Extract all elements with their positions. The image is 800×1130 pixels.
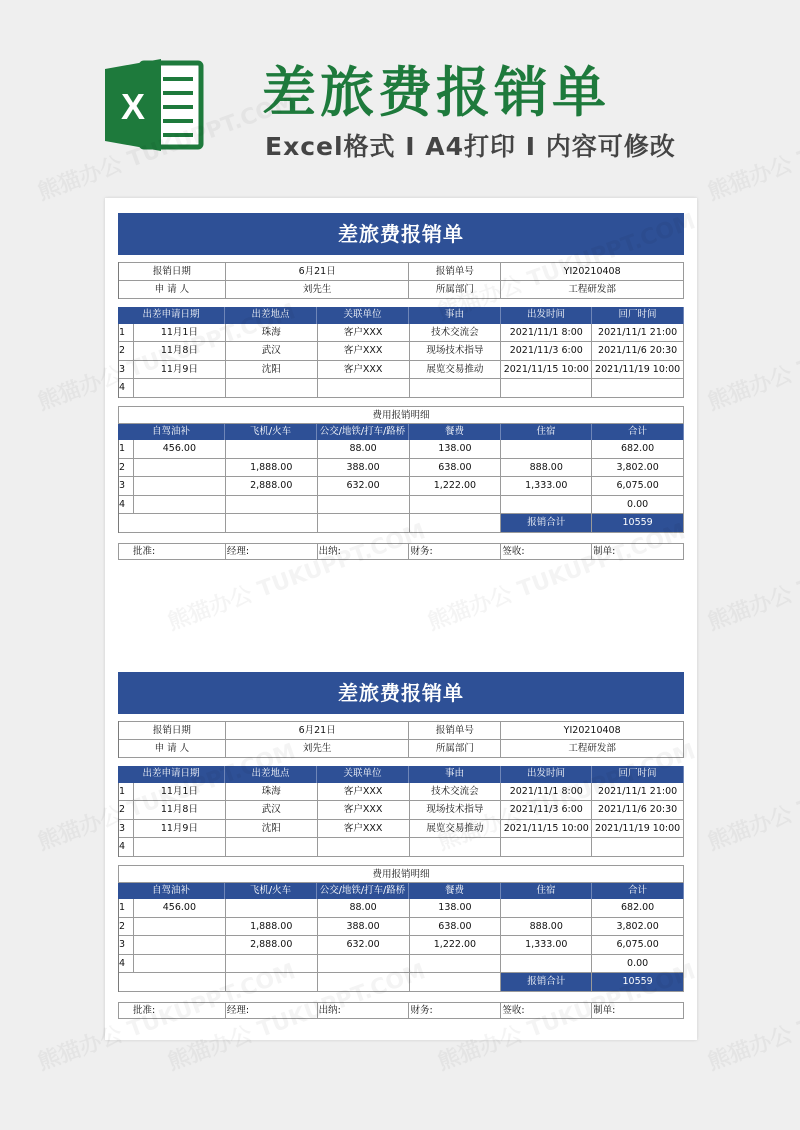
dept-label: 所属部门 — [409, 281, 501, 300]
reimbursement-form-1 — [118, 213, 684, 560]
trip-cell-no: 1 — [119, 783, 134, 802]
expense-cell-total[interactable]: 3,802.00 — [592, 918, 684, 937]
trip-header: 回厂时间 — [592, 766, 684, 783]
trip-row — [118, 361, 684, 380]
applicant-value[interactable]: 刘先生 — [226, 281, 410, 300]
expense-row — [118, 459, 684, 478]
expense-cell-hotel[interactable] — [501, 955, 592, 974]
trip-header: 出发时间 — [501, 307, 592, 324]
expense-header: 自驾油补 — [118, 424, 225, 441]
expense-cell-flight[interactable]: 1,888.00 — [226, 918, 318, 937]
trip-cell-depart[interactable]: 2021/11/15 10:00 — [501, 361, 592, 380]
trip-cell-return[interactable] — [592, 838, 684, 857]
reimbursement-form-2 — [118, 672, 684, 1019]
total-label: 报销合计 — [501, 973, 592, 992]
trip-cell-no: 3 — [119, 361, 134, 380]
total-value: 10559 — [592, 514, 684, 533]
trip-header: 回厂时间 — [592, 307, 684, 324]
trip-cell-unit[interactable]: 客户XXX — [318, 361, 410, 380]
trip-cell-date[interactable]: 11月1日 — [134, 324, 226, 343]
expense-cell-flight[interactable] — [226, 496, 318, 515]
expense-cell-bus[interactable]: 88.00 — [318, 440, 410, 459]
trip-cell-depart[interactable]: 2021/11/1 8:00 — [501, 783, 592, 802]
trip-header: 出差地点 — [225, 766, 317, 783]
expense-header: 餐费 — [409, 424, 501, 441]
trip-cell-reason[interactable]: 技术交流会 — [410, 783, 502, 802]
expense-row — [118, 955, 684, 974]
expense-header: 公交/地铁/打车/路桥 — [317, 424, 409, 441]
expense-cell-bus[interactable] — [318, 496, 410, 515]
trip-cell-unit[interactable]: 客户XXX — [318, 801, 410, 820]
expense-cell-total[interactable]: 0.00 — [592, 496, 684, 515]
info-row-date — [118, 262, 684, 281]
trip-cell-depart[interactable] — [501, 838, 592, 857]
trip-header: 出差申请日期 — [118, 766, 225, 783]
sign-finance[interactable]: 财务: — [409, 543, 501, 560]
trip-cell-date[interactable]: 11月8日 — [134, 801, 226, 820]
expense-cell-flight[interactable]: 1,888.00 — [226, 459, 318, 478]
form-title: 差旅费报销单 — [118, 672, 684, 714]
expense-cell-flight[interactable]: 2,888.00 — [226, 477, 318, 496]
trip-header: 关联单位 — [317, 307, 409, 324]
trip-header: 事由 — [409, 307, 501, 324]
expense-cell-fuel[interactable]: 456.00 — [134, 899, 226, 918]
expense-cell-bus[interactable]: 632.00 — [318, 477, 410, 496]
trip-header: 出差地点 — [225, 307, 317, 324]
expense-header: 住宿 — [501, 424, 592, 441]
page-header — [0, 0, 800, 195]
expense-cell-fuel[interactable] — [134, 955, 226, 974]
sign-approve[interactable]: 批准: — [119, 543, 226, 560]
trip-cell-date[interactable]: 11月8日 — [134, 342, 226, 361]
trip-cell-depart[interactable]: 2021/11/1 8:00 — [501, 324, 592, 343]
trip-cell-no: 1 — [119, 324, 134, 343]
expense-cell-fuel[interactable] — [134, 936, 226, 955]
trip-cell-place[interactable]: 武汉 — [226, 801, 318, 820]
signature-row — [118, 1002, 684, 1019]
applicant-label: 申 请 人 — [119, 740, 226, 759]
trip-cell-place[interactable] — [226, 379, 318, 398]
expense-cell-no: 2 — [119, 459, 134, 478]
info-row-applicant — [118, 740, 684, 759]
expense-cell-bus[interactable]: 388.00 — [318, 918, 410, 937]
trip-cell-return[interactable]: 2021/11/19 10:00 — [592, 361, 684, 380]
expense-cell-total[interactable]: 0.00 — [592, 955, 684, 974]
trip-row — [118, 838, 684, 857]
expense-cell-total[interactable]: 682.00 — [592, 899, 684, 918]
expense-cell-hotel[interactable]: 1,333.00 — [501, 477, 592, 496]
expense-cell-meal[interactable] — [410, 496, 502, 515]
trip-cell-unit[interactable]: 客户XXX — [318, 342, 410, 361]
dept-value[interactable]: 工程研发部 — [501, 740, 684, 759]
no-value[interactable]: YI20210408 — [501, 262, 684, 281]
expense-cell-no: 4 — [119, 955, 134, 974]
expense-header: 住宿 — [501, 883, 592, 900]
expense-cell-no: 3 — [119, 936, 134, 955]
expense-header-row — [118, 883, 684, 900]
trip-cell-unit[interactable]: 客户XXX — [318, 783, 410, 802]
expense-cell-bus[interactable]: 388.00 — [318, 459, 410, 478]
trip-cell-date[interactable]: 11月9日 — [134, 820, 226, 839]
expense-cell-hotel[interactable] — [501, 899, 592, 918]
expense-cell-hotel[interactable]: 888.00 — [501, 459, 592, 478]
form-title: 差旅费报销单 — [118, 213, 684, 255]
trip-cell-unit[interactable]: 客户XXX — [318, 324, 410, 343]
trip-cell-reason[interactable]: 技术交流会 — [410, 324, 502, 343]
expense-section-title — [118, 406, 684, 424]
trip-cell-return[interactable]: 2021/11/19 10:00 — [592, 820, 684, 839]
expense-cell-meal[interactable]: 138.00 — [410, 899, 502, 918]
expense-header: 飞机/火车 — [225, 424, 317, 441]
sign-cashier[interactable]: 出纳: — [318, 1002, 410, 1019]
trip-row — [118, 379, 684, 398]
expense-title: 费用报销明细 — [119, 865, 684, 883]
trip-cell-return[interactable]: 2021/11/6 20:30 — [592, 342, 684, 361]
date-value[interactable]: 6月21日 — [226, 721, 410, 740]
sign-cashier[interactable]: 出纳: — [318, 543, 410, 560]
total-value: 10559 — [592, 973, 684, 992]
expense-header: 餐费 — [409, 883, 501, 900]
trip-cell-date[interactable]: 11月1日 — [134, 783, 226, 802]
expense-header: 自驾油补 — [118, 883, 225, 900]
expense-cell-meal[interactable]: 1,222.00 — [410, 936, 502, 955]
expense-title: 费用报销明细 — [119, 406, 684, 424]
expense-cell-no: 3 — [119, 477, 134, 496]
trip-rows — [118, 324, 684, 398]
trip-cell-no: 2 — [119, 801, 134, 820]
expense-cell-hotel[interactable] — [501, 440, 592, 459]
trip-cell-unit[interactable] — [318, 379, 410, 398]
total-label: 报销合计 — [501, 514, 592, 533]
expense-cell-no: 1 — [119, 440, 134, 459]
page-subtitle: Excel格式 I A4打印 I 内容可修改 — [265, 132, 676, 161]
expense-cell-fuel[interactable] — [134, 496, 226, 515]
watermark — [703, 294, 800, 416]
trip-cell-return[interactable]: 2021/11/1 21:00 — [592, 783, 684, 802]
expense-cell-meal[interactable]: 638.00 — [410, 918, 502, 937]
trip-cell-depart[interactable]: 2021/11/15 10:00 — [501, 820, 592, 839]
page-title: 差旅费报销单 — [262, 61, 610, 124]
total-row — [118, 973, 684, 992]
expense-cell-flight[interactable]: 2,888.00 — [226, 936, 318, 955]
trip-cell-no: 3 — [119, 820, 134, 839]
signature-row — [118, 543, 684, 560]
trip-cell-date[interactable] — [134, 379, 226, 398]
expense-rows — [118, 899, 684, 973]
dept-value[interactable]: 工程研发部 — [501, 281, 684, 300]
sign-approve[interactable]: 批准: — [119, 1002, 226, 1019]
trip-cell-date[interactable]: 11月9日 — [134, 361, 226, 380]
expense-header: 公交/地铁/打车/路桥 — [317, 883, 409, 900]
expense-cell-no: 4 — [119, 496, 134, 515]
expense-cell-bus[interactable]: 632.00 — [318, 936, 410, 955]
expense-cell-no: 1 — [119, 899, 134, 918]
no-label: 报销单号 — [409, 262, 501, 281]
trip-rows — [118, 783, 684, 857]
expense-cell-fuel[interactable] — [134, 477, 226, 496]
trip-cell-reason[interactable]: 展览交易推动 — [410, 361, 502, 380]
trip-cell-return[interactable] — [592, 379, 684, 398]
expense-cell-fuel[interactable]: 456.00 — [134, 440, 226, 459]
applicant-value[interactable]: 刘先生 — [226, 740, 410, 759]
date-value[interactable]: 6月21日 — [226, 262, 410, 281]
expense-cell-hotel[interactable]: 1,333.00 — [501, 936, 592, 955]
expense-cell-fuel[interactable] — [134, 918, 226, 937]
excel-logo-icon — [103, 55, 205, 155]
trip-cell-reason[interactable]: 现场技术指导 — [410, 801, 502, 820]
expense-cell-flight[interactable] — [226, 955, 318, 974]
trip-header: 出差申请日期 — [118, 307, 225, 324]
sign-maker[interactable]: 制单: — [592, 1002, 684, 1019]
trip-header-row — [118, 307, 684, 324]
sign-maker[interactable]: 制单: — [592, 543, 684, 560]
trip-header: 关联单位 — [317, 766, 409, 783]
sign-finance[interactable]: 财务: — [409, 1002, 501, 1019]
trip-cell-place[interactable]: 珠海 — [226, 324, 318, 343]
trip-cell-return[interactable]: 2021/11/6 20:30 — [592, 801, 684, 820]
trip-cell-reason[interactable]: 展览交易推动 — [410, 820, 502, 839]
date-label: 报销日期 — [119, 262, 226, 281]
trip-cell-depart[interactable]: 2021/11/3 6:00 — [501, 342, 592, 361]
trip-row — [118, 801, 684, 820]
trip-cell-depart[interactable] — [501, 379, 592, 398]
expense-header-row — [118, 424, 684, 441]
expense-cell-meal[interactable]: 1,222.00 — [410, 477, 502, 496]
expense-cell-no: 2 — [119, 918, 134, 937]
watermark — [703, 514, 800, 636]
expense-cell-flight[interactable] — [226, 440, 318, 459]
expense-cell-total[interactable]: 6,075.00 — [592, 936, 684, 955]
expense-row — [118, 899, 684, 918]
expense-row — [118, 918, 684, 937]
trip-cell-reason[interactable]: 现场技术指导 — [410, 342, 502, 361]
trip-cell-no: 2 — [119, 342, 134, 361]
trip-cell-place[interactable]: 沈阳 — [226, 361, 318, 380]
expense-cell-meal[interactable]: 638.00 — [410, 459, 502, 478]
trip-header-row — [118, 766, 684, 783]
expense-row — [118, 477, 684, 496]
trip-header: 出发时间 — [501, 766, 592, 783]
sign-manager[interactable]: 经理: — [226, 543, 318, 560]
watermark — [703, 734, 800, 856]
trip-cell-depart[interactable]: 2021/11/3 6:00 — [501, 801, 592, 820]
trip-cell-no: 4 — [119, 838, 134, 857]
info-row-date — [118, 721, 684, 740]
no-value[interactable]: YI20210408 — [501, 721, 684, 740]
dept-label: 所属部门 — [409, 740, 501, 759]
trip-cell-place[interactable]: 沈阳 — [226, 820, 318, 839]
date-label: 报销日期 — [119, 721, 226, 740]
trip-cell-unit[interactable] — [318, 838, 410, 857]
trip-cell-place[interactable]: 珠海 — [226, 783, 318, 802]
expense-header: 合计 — [592, 883, 684, 900]
no-label: 报销单号 — [409, 721, 501, 740]
watermark — [703, 954, 800, 1076]
expense-cell-hotel[interactable] — [501, 496, 592, 515]
expense-rows — [118, 440, 684, 514]
sign-receiver[interactable]: 签收: — [501, 1002, 592, 1019]
expense-row — [118, 496, 684, 515]
trip-cell-date[interactable] — [134, 838, 226, 857]
expense-cell-meal[interactable]: 138.00 — [410, 440, 502, 459]
expense-cell-meal[interactable] — [410, 955, 502, 974]
expense-row — [118, 440, 684, 459]
expense-section-title — [118, 865, 684, 883]
sign-receiver[interactable]: 签收: — [501, 543, 592, 560]
trip-cell-reason[interactable] — [410, 838, 502, 857]
trip-header: 事由 — [409, 766, 501, 783]
trip-row — [118, 324, 684, 343]
logo-letter: X — [120, 86, 146, 127]
trip-cell-place[interactable] — [226, 838, 318, 857]
expense-row — [118, 936, 684, 955]
trip-cell-no: 4 — [119, 379, 134, 398]
expense-header: 合计 — [592, 424, 684, 441]
expense-cell-flight[interactable] — [226, 899, 318, 918]
expense-cell-fuel[interactable] — [134, 459, 226, 478]
total-row — [118, 514, 684, 533]
expense-cell-hotel[interactable]: 888.00 — [501, 918, 592, 937]
sign-manager[interactable]: 经理: — [226, 1002, 318, 1019]
expense-cell-bus[interactable] — [318, 955, 410, 974]
info-row-applicant — [118, 281, 684, 300]
trip-cell-unit[interactable]: 客户XXX — [318, 820, 410, 839]
expense-cell-total[interactable]: 6,075.00 — [592, 477, 684, 496]
expense-cell-bus[interactable]: 88.00 — [318, 899, 410, 918]
applicant-label: 申 请 人 — [119, 281, 226, 300]
trip-row — [118, 342, 684, 361]
expense-header: 飞机/火车 — [225, 883, 317, 900]
trip-row — [118, 783, 684, 802]
expense-cell-total[interactable]: 682.00 — [592, 440, 684, 459]
trip-cell-place[interactable]: 武汉 — [226, 342, 318, 361]
trip-cell-reason[interactable] — [410, 379, 502, 398]
expense-cell-total[interactable]: 3,802.00 — [592, 459, 684, 478]
trip-row — [118, 820, 684, 839]
trip-cell-return[interactable]: 2021/11/1 21:00 — [592, 324, 684, 343]
